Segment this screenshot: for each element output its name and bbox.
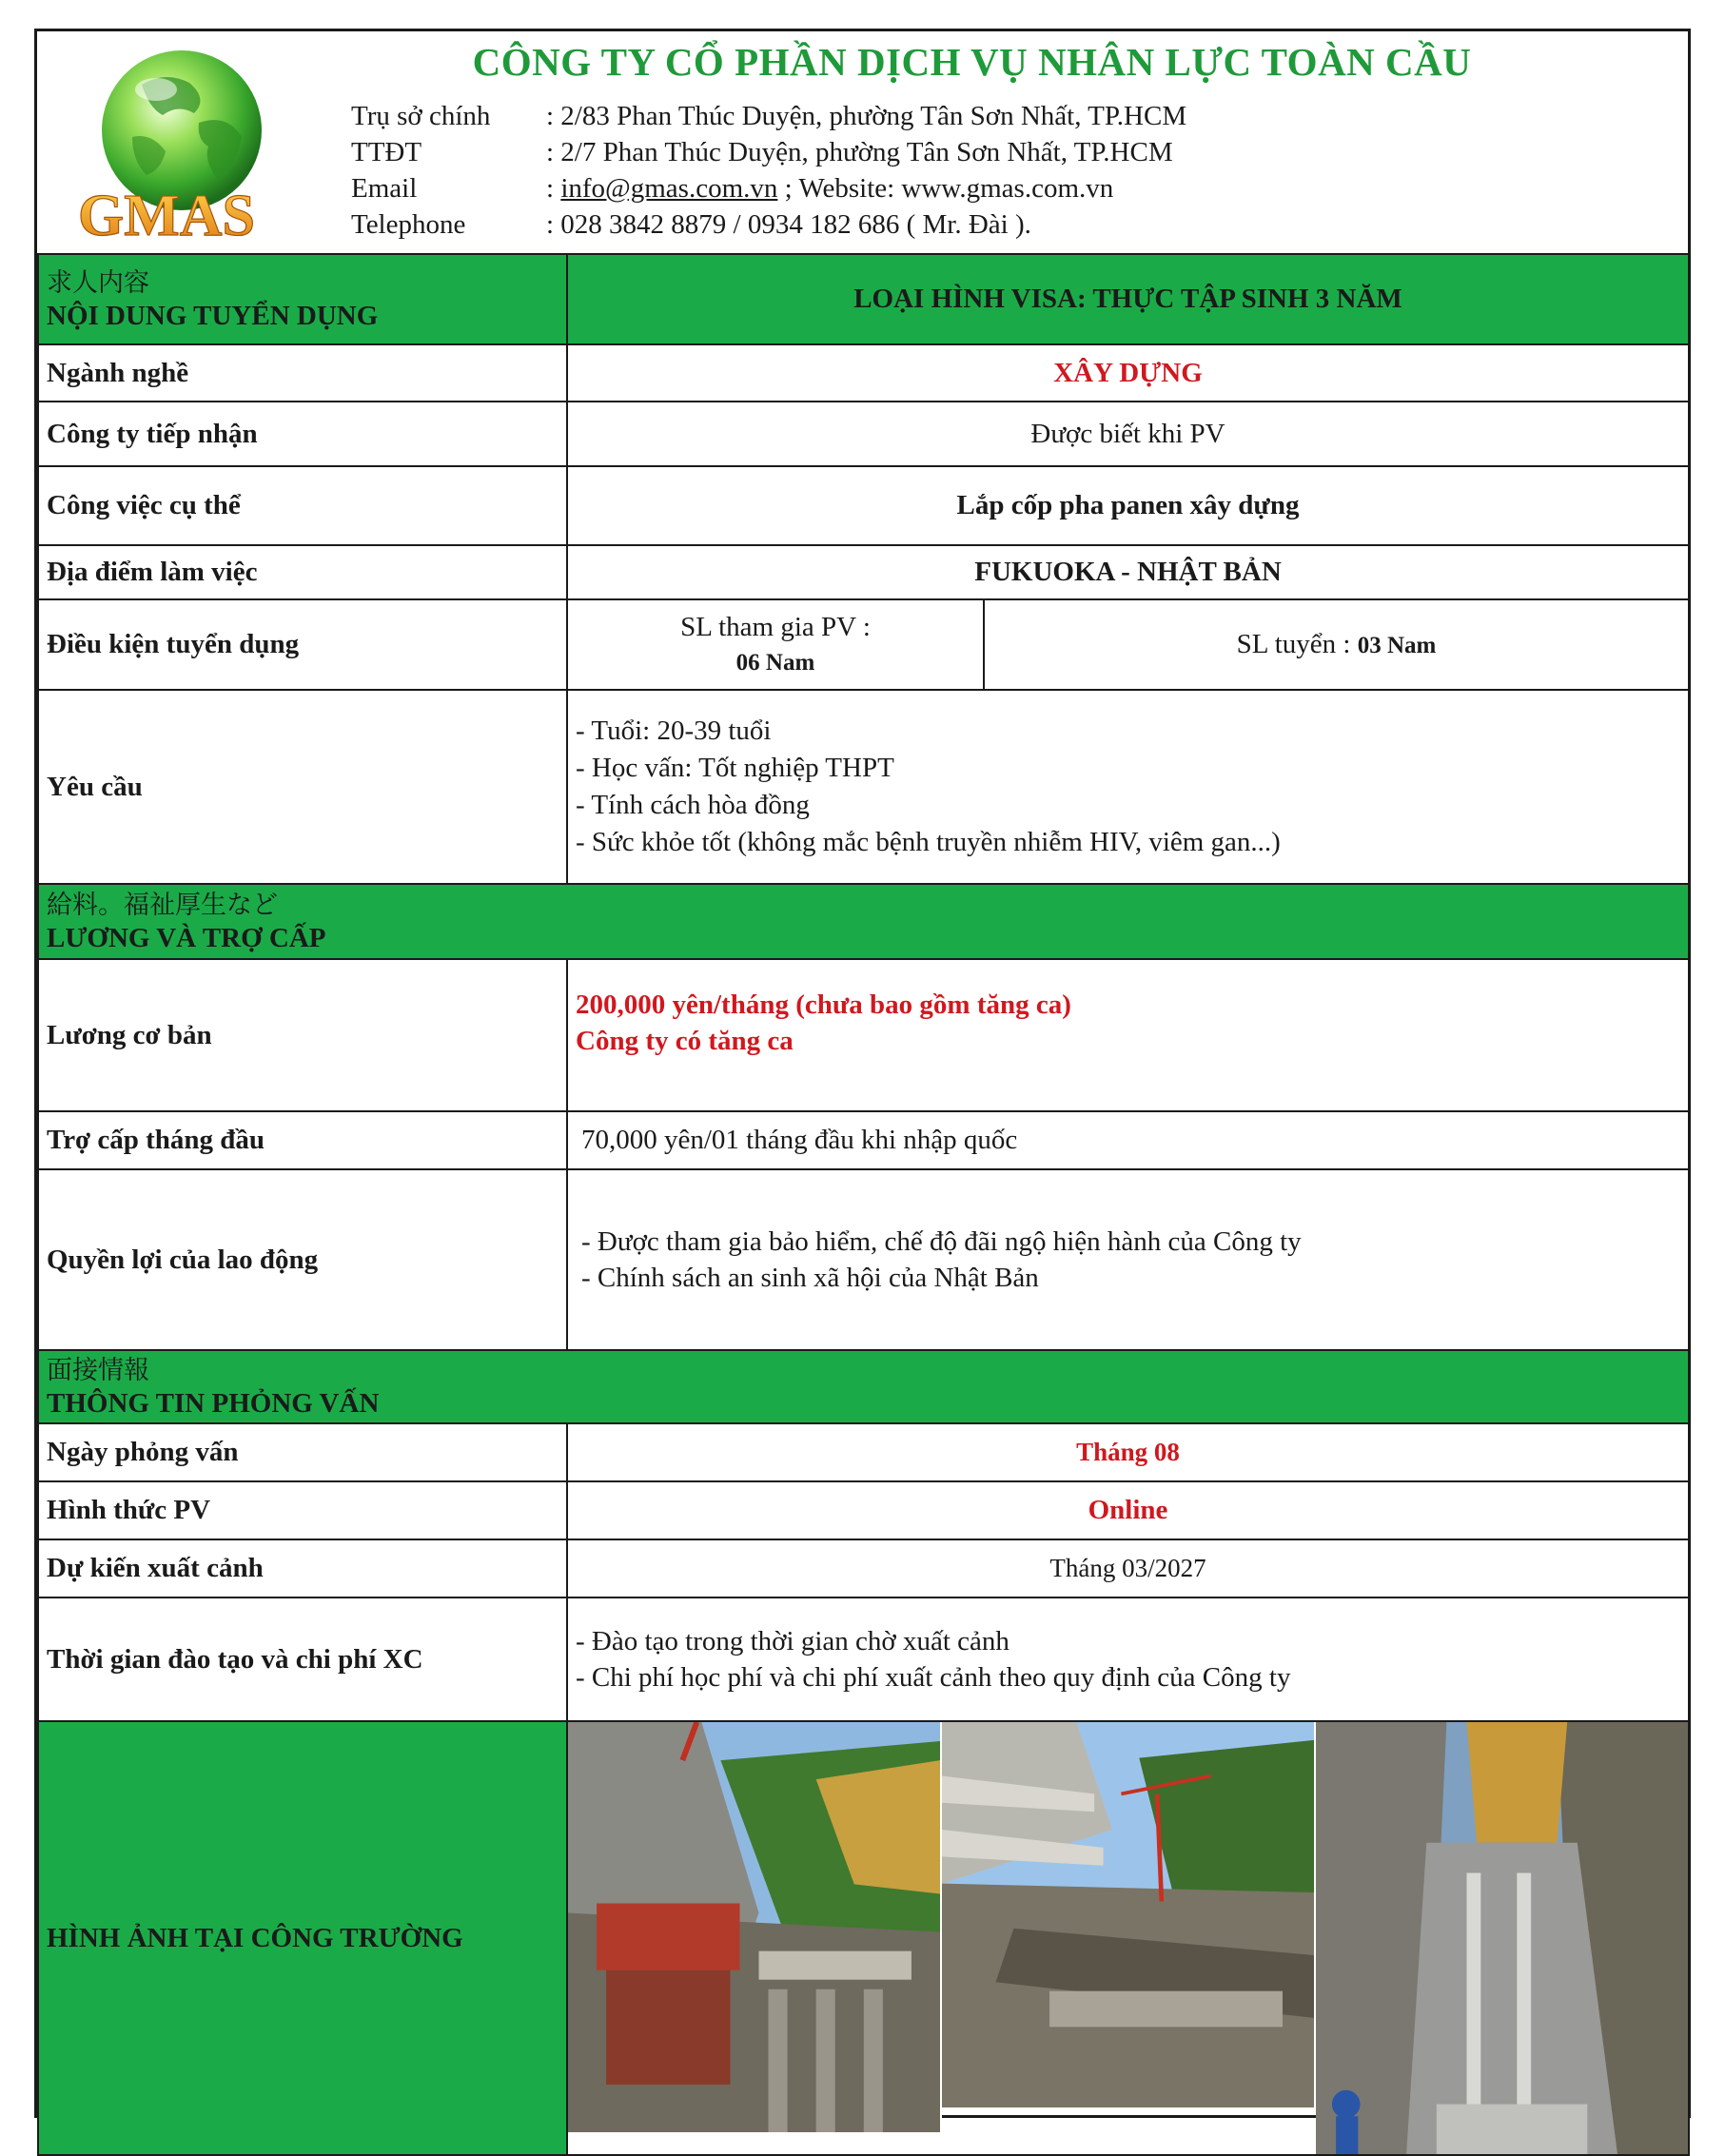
info-value: : 2/83 Phan Thúc Duyện, phường Tân Sơn Nhất, TP.HCM xyxy=(546,101,1187,131)
value-work-location: FUKUOKA - NHẬT BẢN xyxy=(567,545,1689,599)
interview-quota-label: SL tham gia PV : xyxy=(680,611,871,642)
section-recruitment-header xyxy=(38,254,1689,344)
info-value: : 028 3842 8879 / 0934 182 686 ( Mr. Đài ). xyxy=(546,209,1031,240)
label-training: Thời gian đào tạo và chi phí XC xyxy=(38,1597,567,1721)
section-title-interview: 面接情報 THÔNG TIN PHỎNG VẤN xyxy=(38,1350,1689,1423)
row-job-detail xyxy=(38,466,1689,545)
label-receiving-company: Công ty tiếp nhận xyxy=(38,402,567,466)
info-row-email xyxy=(351,170,1186,206)
row-first-month-allowance xyxy=(38,1111,1689,1169)
row-industry xyxy=(38,344,1689,402)
benefit-item: - Chính sách an sinh xã hội của Nhật Bản xyxy=(581,1263,1039,1293)
salary-amount: 200,000 yên/tháng (chưa bao gồm tăng ca) xyxy=(576,990,1071,1020)
section-title-salary: 給料。福祉厚生など LƯƠNG VÀ TRỢ CẤP xyxy=(38,884,1689,959)
label-first-month-allowance: Trợ cấp tháng đầu xyxy=(38,1111,567,1169)
requirement-item: - Học vấn: Tốt nghiệp THPT xyxy=(576,753,894,783)
section-salary-header xyxy=(38,884,1689,959)
row-receiving-company xyxy=(38,402,1689,466)
hire-quota xyxy=(984,599,1689,690)
row-site-photos xyxy=(38,1721,1689,2155)
label-expected-departure: Dự kiến xuất cảnh xyxy=(38,1539,567,1597)
label-requirements: Yêu cầu xyxy=(38,690,567,884)
hire-quota-label: SL tuyển : xyxy=(1236,629,1351,659)
info-value: : info@gmas.com.vn ; Website: www.gmas.com.vn xyxy=(546,173,1114,204)
email-link[interactable]: info@gmas.com.vn xyxy=(560,173,778,204)
job-details-table xyxy=(37,253,1690,2156)
svg-text:GMAS: GMAS xyxy=(78,184,255,248)
info-key: Email xyxy=(351,173,418,204)
requirement-item: - Sức khỏe tốt (không mắc bệnh truyền nhiễm HIV, viêm gan...) xyxy=(576,827,1281,857)
company-header xyxy=(37,31,1688,253)
visa-type: LOẠI HÌNH VISA: THỰC TẬP SINH 3 NĂM xyxy=(567,254,1689,344)
value-job-detail: Lắp cốp pha panen xây dựng xyxy=(567,466,1689,545)
requirement-item: - Tuổi: 20-39 tuổi xyxy=(576,715,772,746)
row-interview-format xyxy=(38,1481,1689,1539)
value-expected-departure: Tháng 03/2027 xyxy=(567,1539,1689,1597)
label-worker-benefits: Quyền lợi của lao động xyxy=(38,1169,567,1350)
row-training xyxy=(38,1597,1689,1721)
salary-overtime-note: Công ty có tăng ca xyxy=(576,1026,794,1056)
info-value: : 2/7 Phan Thúc Duyện, phường Tân Sơn Nhất, TP.HCM xyxy=(546,137,1173,167)
row-requirements xyxy=(38,690,1689,884)
value-industry: XÂY DỰNG xyxy=(567,344,1689,402)
label-interview-date: Ngày phỏng vấn xyxy=(38,1423,567,1481)
info-key: Trụ sở chính xyxy=(351,101,491,131)
construction-site-photo-2 xyxy=(942,1722,1316,2107)
label-recruitment-conditions: Điều kiện tuyển dụng xyxy=(38,599,567,690)
construction-site-photo-1 xyxy=(568,1722,942,2132)
section-title-recruitment: 求人内容 NỘI DUNG TUYỂN DỤNG xyxy=(38,254,567,344)
value-first-month-allowance: 70,000 yên/01 tháng đầu khi nhập quốc xyxy=(567,1111,1689,1169)
row-worker-benefits xyxy=(38,1169,1689,1350)
value-base-salary xyxy=(567,959,1689,1111)
construction-site-photo-3 xyxy=(1316,1722,1688,2154)
info-row-telephone xyxy=(351,206,1186,243)
section-interview-header xyxy=(38,1350,1689,1423)
label-work-location: Địa điểm làm việc xyxy=(38,545,567,599)
label-industry: Ngành nghề xyxy=(38,344,567,402)
info-row-training-center xyxy=(351,134,1186,170)
row-work-location xyxy=(38,545,1689,599)
company-name: CÔNG TY CỔ PHẦN DỊCH VỤ NHÂN LỰC TOÀN CẦU xyxy=(472,40,1472,84)
value-receiving-company: Được biết khi PV xyxy=(567,402,1689,466)
requirement-item: - Tính cách hòa đồng xyxy=(576,790,810,820)
interview-quota-value: 06 Nam xyxy=(735,649,815,676)
benefits-list xyxy=(567,1169,1689,1350)
hire-quota-value: 03 Nam xyxy=(1357,633,1437,658)
info-key: TTĐT xyxy=(351,137,422,167)
training-list xyxy=(567,1597,1689,1721)
info-key: Telephone xyxy=(351,209,466,240)
company-info xyxy=(351,98,1186,243)
label-interview-format: Hình thức PV xyxy=(38,1481,567,1539)
row-recruitment-conditions xyxy=(38,599,1689,690)
info-row-head-office xyxy=(351,98,1186,134)
label-job-detail: Công việc cụ thể xyxy=(38,466,567,545)
training-item: - Chi phí học phí và chi phí xuất cảnh theo quy định của Công ty xyxy=(576,1662,1291,1693)
value-interview-format: Online xyxy=(567,1481,1689,1539)
benefit-item: - Được tham gia bảo hiểm, chế độ đãi ngộ hiện hành của Công ty xyxy=(581,1226,1302,1257)
row-expected-departure xyxy=(38,1539,1689,1597)
requirements-list xyxy=(567,690,1689,884)
job-sheet xyxy=(34,29,1691,2118)
row-interview-date xyxy=(38,1423,1689,1481)
site-photos xyxy=(567,1721,1689,2155)
row-base-salary xyxy=(38,959,1689,1111)
training-item: - Đào tạo trong thời gian chờ xuất cảnh xyxy=(576,1626,1010,1656)
interview-quota xyxy=(567,599,984,690)
label-site-photos: HÌNH ẢNH TẠI CÔNG TRƯỜNG xyxy=(38,1721,567,2155)
label-base-salary: Lương cơ bản xyxy=(38,959,567,1111)
value-interview-date: Tháng 08 xyxy=(567,1423,1689,1481)
